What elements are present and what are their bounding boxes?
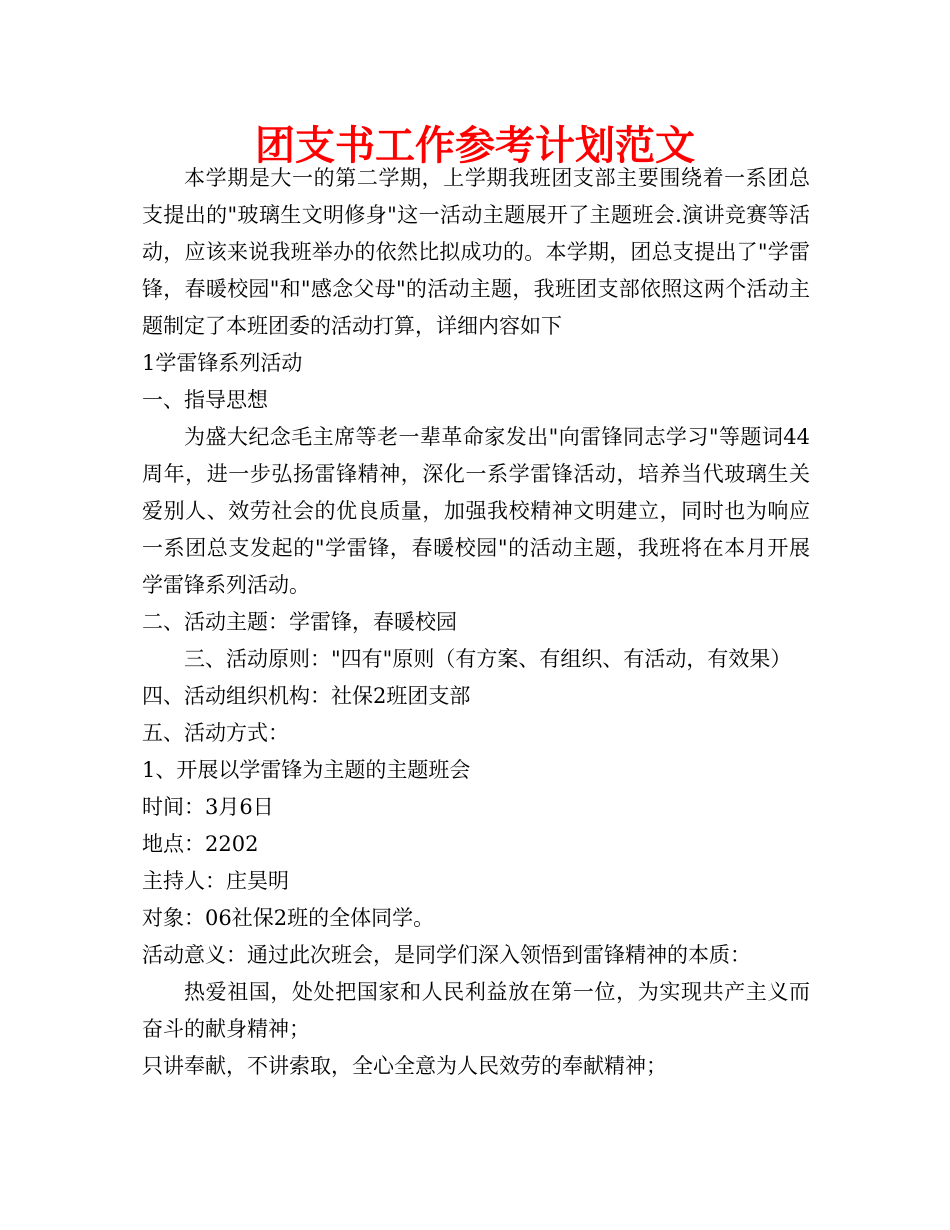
intro-paragraph: 本学期是大一的第二学期，上学期我班团支部主要围绕着一系团总支提出的"玻璃生文明修身"这一活动主题展开了主题班会.演讲竞赛等活动，应该来说我班举办的依然比拟成功的。本学期，团总支提出了"学雷锋，春暖校园"和"感念父母"的活动主题，我班团支部依照这两个活动主题制定了本班团委的活动打算，详细内容如下: [142, 166, 810, 338]
guiding-thought-paragraph: 为盛大纪念毛主席等老一辈革命家发出"向雷锋同志学习"等题词44周年，进一步弘扬雷锋精神，深化一系学雷锋活动，培养当代玻璃生关爱别人、效劳社会的优良质量，加强我校精神文明建立，同时也为响应一系团总支发起的"学雷锋，春暖校园"的活动主题，我班将在本月开展学雷锋系列活动。: [142, 425, 810, 597]
activity-method-line: 五、活动方式：: [142, 721, 289, 745]
subsection-heading: 一、指导思想: [142, 388, 268, 412]
document-title: 团支书工作参考计划范文: [255, 123, 695, 169]
host-line: 主持人：庄昊明: [142, 869, 289, 893]
time-line: 时间：3月6日: [142, 795, 274, 819]
significance-line: 活动意义：通过此次班会，是同学们深入领悟到雷锋精神的本质：: [142, 943, 751, 967]
activity-theme-line: 二、活动主题：学雷锋，春暖校园: [142, 610, 457, 634]
document-body: [142, 160, 810, 1085]
section-heading: 1学雷锋系列活动: [142, 351, 303, 375]
audience-line: 对象：06社保2班的全体同学。: [142, 906, 435, 930]
class-meeting-line: 1、开展以学雷锋为主题的主题班会: [142, 758, 471, 782]
location-line: 地点：2202: [142, 832, 259, 856]
patriotism-paragraph: 热爱祖国，处处把国家和人民利益放在第一位，为实现共产主义而奋斗的献身精神；: [142, 980, 810, 1041]
dedication-line: 只讲奉献，不讲索取，全心全意为人民效劳的奉献精神；: [142, 1054, 667, 1078]
organization-line: 四、活动组织机构：社保2班团支部: [142, 684, 471, 708]
activity-principle-paragraph: 三、活动原则："四有"原则（有方案、有组织、有活动，有效果）: [184, 647, 792, 671]
